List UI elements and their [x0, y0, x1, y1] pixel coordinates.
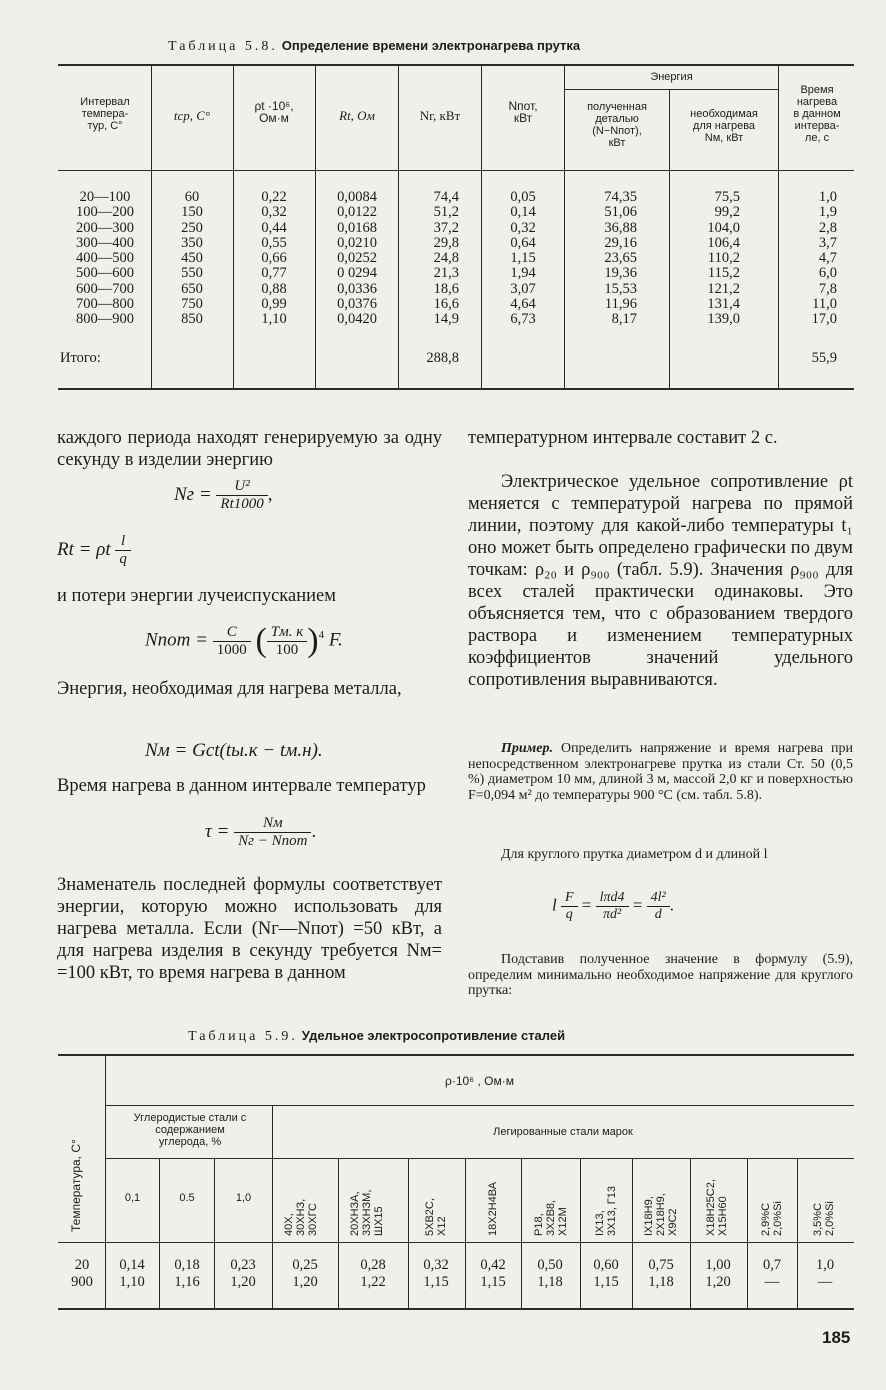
table-cell: 0,44 [261, 219, 287, 236]
carbon-col-0: 0,1 [124, 1192, 141, 1204]
formula-rt [57, 533, 131, 568]
left-paragraph-3: Энергия, необходимая для нагрева металла, [57, 679, 402, 699]
formula-part: 100 [275, 641, 299, 658]
table59-bottom-rule [58, 1308, 854, 1310]
table59-cell: 1,18 [648, 1274, 674, 1290]
th-time-line: Время [800, 84, 834, 96]
table-cell: 0,55 [261, 234, 287, 251]
table-cell: 550 [181, 265, 203, 282]
left-paragraph-5: Знаменатель последней формулы соответствует энергии, которую можно использовать для нагрева металла. Если (Nг—Nпот) =50 кВт, а для нагрева изделия в секунду требуется Nм= =100 кВт, то время нагрева в данном [57, 875, 442, 983]
table-cell: 0,0084 [337, 189, 377, 205]
table59-top-rule [58, 1054, 854, 1056]
col-time [779, 190, 837, 328]
table-cell: 106,4 [707, 234, 740, 251]
table-cell: 20—100 [79, 189, 131, 205]
table59-cell: 0,28 [360, 1257, 386, 1273]
left-paragraph-4: Время нагрева в данном интервале температур [57, 776, 426, 796]
table-cell: 115,2 [707, 265, 740, 282]
table-cell: 11,0 [812, 296, 837, 313]
table-cell: 8,17 [611, 311, 637, 328]
alloy-col-line: 3Х13, Г13 [606, 1186, 618, 1236]
table-cell: 0,66 [261, 250, 287, 267]
table59-cell: 0,75 [648, 1257, 674, 1273]
table-cell: 99,2 [714, 204, 740, 221]
formula-part: F [561, 890, 578, 907]
table-cell: 1,10 [261, 311, 287, 328]
table-cell: 0,22 [261, 189, 287, 205]
th-npot-line: Nпот, [508, 99, 538, 113]
alloy-col-line: 20ХНЗА, [349, 1191, 361, 1236]
alloy-col-line: 30ХНЗ, [295, 1198, 307, 1236]
alloy-col-8 [760, 1201, 784, 1236]
th-interval [60, 96, 150, 132]
alloy-col-9 [812, 1201, 836, 1236]
table-cell: 17,0 [811, 311, 837, 328]
carbon-col-2: 1,0 [235, 1192, 252, 1204]
formula-part: Nпот = [145, 629, 208, 651]
table-cell: 800—900 [76, 311, 134, 328]
formula-part: Rt1000 [220, 496, 264, 512]
table-cell: 0,0210 [337, 234, 377, 251]
right-paragraph-4: Подставив полученное значение в формулу (5.9), определим минимально необходимое напряжение для круглого прутка: [468, 952, 853, 998]
formula-part: Rt = ρt [57, 538, 111, 560]
table-cell: 0,88 [261, 280, 287, 297]
col-needed [670, 190, 740, 328]
formula-ng: Nг = $\frac{\text{U²}}{Rt1000}$ , [174, 478, 273, 512]
table59-cell: 1,20 [292, 1274, 318, 1290]
table-cell: 0,14 [510, 204, 536, 221]
formula-part: τ = [205, 820, 230, 842]
alloy-col-5 [594, 1186, 618, 1236]
formula-part: q [565, 907, 573, 922]
table-cell: 1,94 [510, 265, 536, 282]
formula-fraction [267, 624, 307, 659]
table-cell: 104,0 [707, 219, 740, 236]
example-label: Пример. [501, 741, 553, 756]
table59-carbon-header [108, 1112, 272, 1148]
col-rt [316, 190, 398, 328]
table-cell: 74,4 [433, 189, 459, 205]
formula-part: 4l² [647, 890, 670, 907]
table-cell: 0,0252 [337, 250, 377, 267]
table59-rho-header: ρ·10⁶ , Ом·м [445, 1074, 514, 1088]
th-time-line: в данном [793, 108, 841, 120]
table58-caption-title: Определение времени электронагрева прутка [281, 38, 581, 53]
table-cell: 0,32 [510, 219, 536, 236]
table-cell: 700—800 [76, 296, 134, 313]
table58-caption-label: Таблица 5.8. [168, 39, 278, 54]
alloy-col-6 [643, 1193, 679, 1236]
th-interval-line: тур, С° [87, 120, 123, 132]
left-paragraph-2: и потери энергии лучеиспусканием [57, 586, 336, 606]
col-tcp [152, 190, 232, 328]
table59-temp-header: Температура, С° [69, 1139, 83, 1232]
alloy-col-line: 2Х18Н9, [655, 1193, 667, 1236]
table-cell: 200—300 [76, 219, 134, 236]
alloy-col-line: 18Х2Н4ВА [487, 1181, 499, 1236]
total-label: Итого: [60, 350, 101, 366]
table-cell: 75,5 [714, 189, 740, 205]
col-npot [482, 190, 564, 328]
table-cell: 500—600 [76, 265, 134, 282]
carbon-header-line: углерода, % [158, 1136, 222, 1148]
table-cell: 19,36 [604, 265, 637, 282]
table59-cell: 1,20 [230, 1274, 256, 1290]
table-cell: 1,0 [818, 189, 837, 205]
alloy-col-7 [705, 1179, 729, 1236]
table59-cell: 0,7 [762, 1257, 782, 1273]
alloy-col-line: Х9С2 [667, 1208, 679, 1236]
table-cell: 131,4 [707, 296, 740, 313]
table59-cell: 1,18 [537, 1274, 563, 1290]
table-cell: 0,0336 [337, 280, 377, 297]
table-cell: 15,53 [604, 280, 637, 297]
table59-cell: 0,25 [292, 1257, 318, 1273]
table-cell: 600—700 [76, 280, 134, 297]
table-cell: 121,2 [707, 280, 740, 297]
table-cell: 21,3 [433, 265, 459, 282]
alloy-col-line: IХ13, [594, 1210, 606, 1236]
table-cell: 0,05 [510, 189, 536, 205]
formula-fraction [216, 478, 267, 513]
formula-part: lπd4 [596, 890, 629, 907]
th-needed-line: необходимая [690, 108, 758, 120]
formula-part: Nм [234, 815, 311, 833]
right-paragraph-2: Электрическое удельное сопротивление ρt меняется с температурой нагрева по прямой линии, поэтому для какой-либо температуры t₁ оно может быть определено графически по двум точкам: ρ₂₀ и ρ₉₀₀ (табл. 5.9). Значения ρ₉₀₀ для всех сталей практически одинаковы. Это объясняется тем, что с образованием твердого раствора и изменением температурных коэффициентов значений удельного сопротивления выравниваются. [468, 472, 853, 690]
carbon-header-line: Углеродистые стали с [133, 1112, 247, 1124]
formula-part: 1000 [216, 641, 247, 658]
table59-cell: — [764, 1274, 780, 1290]
table59-cell: 1,22 [360, 1274, 386, 1290]
left-paragraph-1: каждого периода находят генерируемую за одну секунду в изделии энергию [57, 428, 442, 470]
table-cell: 3,7 [818, 234, 837, 251]
formula-part: l [115, 533, 131, 551]
th-needed-line: для нагрева [692, 120, 756, 132]
table-cell: 0,0168 [337, 219, 377, 236]
formula-part: C [213, 624, 251, 642]
th-rho [234, 100, 314, 124]
alloy-col-1 [349, 1190, 385, 1236]
table58-caption [168, 38, 580, 55]
formula-part: q [119, 551, 127, 567]
right-paragraph-3: Для круглого прутка диаметром d и длиной l [501, 847, 768, 862]
formula-part: Nг = [174, 483, 212, 505]
table-cell: 0 0294 [337, 265, 377, 282]
table-cell: 29,16 [604, 234, 637, 251]
formula-part: Tм. к [267, 624, 307, 642]
right-paragraph-1: температурном интервале составит 2 с. [468, 428, 778, 448]
formula-fraction [647, 890, 670, 923]
formula-fraction [115, 533, 131, 568]
table59-cell: 0,60 [593, 1257, 619, 1273]
table-cell: 51,06 [604, 204, 637, 221]
th-time [779, 84, 855, 144]
alloy-col-line: Р18, [533, 1213, 545, 1236]
alloy-col-line: Х12М [557, 1207, 569, 1236]
th-received [565, 101, 669, 149]
formula-part: d [654, 907, 662, 922]
col-rho [234, 190, 314, 328]
table59-cell: 0,42 [480, 1257, 506, 1273]
th-time-line: интерва- [794, 120, 840, 132]
table-cell: 7,8 [818, 280, 837, 297]
alloy-col-line: Х12 [436, 1216, 448, 1236]
alloy-col-line: 30ХГС [307, 1203, 319, 1236]
table59-rule [105, 1158, 854, 1159]
table-cell: 4,64 [510, 296, 536, 313]
table-cell: 0,99 [261, 296, 287, 313]
table-cell: 850 [181, 311, 203, 328]
table58-top-rule [58, 64, 854, 66]
alloy-col-line: ШХ15 [373, 1206, 385, 1236]
th-received-line: деталью [595, 113, 639, 125]
table59-temp-cell: 900 [71, 1274, 93, 1290]
th-energy: Энергия [650, 71, 693, 83]
table-cell: 150 [181, 204, 203, 221]
th-received-line: (N−Nпот), [592, 125, 642, 137]
table-cell: 37,2 [433, 219, 459, 236]
table58-bottom-rule [58, 388, 854, 390]
table59-cell: 0,14 [119, 1257, 145, 1273]
table59-temp-cell: 20 [74, 1257, 90, 1273]
table-cell: 750 [181, 296, 203, 313]
alloy-col-line: IХ18Н9, [643, 1196, 655, 1236]
page-number: 185 [822, 1328, 851, 1347]
table59-cell: 1,15 [480, 1274, 506, 1290]
table-cell: 51,2 [433, 204, 459, 221]
alloy-col-line: 33ХНЗМ, [361, 1189, 373, 1236]
table59-cell: 1,00 [705, 1257, 731, 1273]
th-ng: Nг, кВт [419, 108, 461, 123]
formula-nm: Nм = Gct(tы.к − tм.н). [145, 740, 323, 761]
table59-vline [338, 1158, 339, 1308]
table-cell: 16,6 [433, 296, 459, 313]
table-cell: 0,0376 [337, 296, 377, 313]
table-cell: 300—400 [76, 234, 134, 251]
carbon-header-line: содержанием [155, 1124, 225, 1136]
table-cell: 6,73 [510, 311, 536, 328]
th-received-line: полученная [587, 101, 647, 113]
formula-tau: τ = $\frac{Nм}{\text{Nг − Nпот}}$ . [205, 815, 317, 849]
table-cell: 110,2 [707, 250, 740, 267]
alloy-col-line: 2,9%С [760, 1202, 772, 1236]
table-cell: 1,9 [818, 204, 837, 221]
table-cell: 0,32 [261, 204, 287, 221]
th-rho-line: Ом·м [259, 111, 289, 125]
table59-cell: 1,15 [423, 1274, 449, 1290]
formula-part: Nг − Nпот [238, 833, 308, 849]
table-cell: 0,64 [510, 234, 536, 251]
table-cell: 350 [181, 234, 203, 251]
table59-caption-label: Таблица 5.9. [188, 1029, 298, 1044]
table59-cell: 0,23 [230, 1257, 256, 1273]
table59-cell: 1,0 [815, 1257, 835, 1273]
alloy-col-line: 40Х, [283, 1213, 295, 1236]
formula-part: πd² [602, 907, 622, 922]
table59-cell: 1,15 [593, 1274, 619, 1290]
example-text: Определить напряжение и время нагрева при непосредственном электронагреве прутка из стали Ст. 50 (0,5 %) диаметром 10 мм, длиной 3 м, массой 2,0 кг и поверхностью F=0,094 м² до температуры 900 °С (см. табл. 5.8). [468, 741, 853, 803]
table-cell: 2,8 [818, 219, 837, 236]
th-rho-line: ρt ·10⁶, [254, 99, 294, 113]
col-interval [60, 190, 150, 328]
formula-fraction [234, 815, 311, 850]
table59-rule [105, 1105, 854, 1106]
table-cell: 250 [181, 219, 203, 236]
table-cell: 23,65 [604, 250, 637, 267]
table-cell: 0,0122 [337, 204, 377, 221]
table-cell: 450 [181, 250, 203, 267]
table-cell: 24,8 [433, 250, 459, 267]
th-interval-line: темпера- [81, 108, 129, 120]
alloy-col-line: 5ХВ2С, [424, 1198, 436, 1236]
total-time: 55,9 [811, 350, 837, 366]
formula-npot: Nпот = $\frac{C}{1000}$ ( $\frac{Tм. к}{100}$ )$^4$ F. [145, 622, 343, 659]
table59-header-rule [58, 1242, 854, 1243]
col-ng [399, 190, 459, 328]
table-cell: 400—500 [76, 250, 134, 267]
th-needed-line: Nм, кВт [704, 132, 744, 144]
example-paragraph [468, 741, 853, 803]
table59-caption-title: Удельное электросопротивление сталей [301, 1028, 566, 1043]
table-cell: 4,7 [818, 250, 837, 267]
table-cell: 18,6 [433, 280, 459, 297]
table-cell: 1,15 [510, 250, 536, 267]
alloy-col-3 [487, 1182, 499, 1236]
table-cell: 11,96 [604, 296, 637, 313]
table-cell: 74,35 [604, 189, 637, 205]
formula-fraction [561, 890, 578, 923]
th-npot [482, 100, 564, 124]
th-npot-line: кВт [513, 111, 533, 125]
table59-alloy-header: Легированные стали марок [493, 1126, 633, 1138]
th-time-line: ле, с [804, 132, 830, 144]
formula-fraction [213, 624, 251, 659]
table-cell: 139,0 [707, 311, 740, 328]
col-received [565, 190, 637, 328]
table-cell: 36,88 [604, 219, 637, 236]
th-needed [670, 108, 778, 144]
alloy-col-line: Х18Н25С2, [705, 1179, 717, 1236]
formula-part: F. [328, 629, 343, 651]
alloy-col-line: Х15Н60 [717, 1196, 729, 1236]
table-cell: 3,07 [510, 280, 536, 297]
alloy-col-2 [424, 1198, 448, 1236]
table-cell: 100—200 [76, 204, 134, 221]
th-interval-line: Интервал [80, 96, 130, 108]
table-cell: 29,8 [433, 234, 459, 251]
formula-part: U² [216, 478, 267, 496]
table59-cell: 1,10 [119, 1274, 145, 1290]
table59-cell: 0,32 [423, 1257, 449, 1273]
formula-fraction [596, 890, 629, 923]
th-tcp: tср, С° [173, 108, 211, 123]
table-cell: 60 [184, 189, 200, 205]
table58-energy-rule [564, 89, 778, 90]
table-cell: 0,77 [261, 265, 287, 282]
table-cell: 6,0 [818, 265, 837, 282]
table59-cell: — [817, 1274, 833, 1290]
alloy-col-4 [533, 1200, 569, 1236]
table59-cell: 0,18 [174, 1257, 200, 1273]
total-ng: 288,8 [426, 350, 459, 366]
table59-cell: 0,50 [537, 1257, 563, 1273]
th-rt: Rt, Ом [339, 108, 375, 123]
alloy-col-line: 3Х2В8, [545, 1199, 557, 1236]
alloy-col-line: 2,0%Si [772, 1201, 784, 1236]
formula-lfq: l $\frac{F}{q}$ = $\frac{\text{lπd4}}{\text{πd²}}$ = $\frac{\text{4l²}}{d}$ . [552, 890, 674, 922]
table-cell: 650 [181, 280, 203, 297]
alloy-col-line: 2,0%Si [824, 1201, 836, 1236]
table-cell: 14,9 [433, 311, 459, 328]
table-cell: 0,0420 [337, 311, 377, 328]
alloy-col-line: 3,5%С [812, 1202, 824, 1236]
table59-cell: 1,20 [705, 1274, 731, 1290]
carbon-col-1: 0.5 [179, 1192, 195, 1204]
table59-caption [188, 1028, 565, 1045]
table59-cell: 1,16 [174, 1274, 200, 1290]
th-received-line: кВт [608, 137, 626, 149]
alloy-col-0 [283, 1199, 319, 1236]
formula-part: l [552, 895, 557, 915]
th-time-line: нагрева [796, 96, 838, 108]
table58-header-rule [58, 170, 854, 171]
